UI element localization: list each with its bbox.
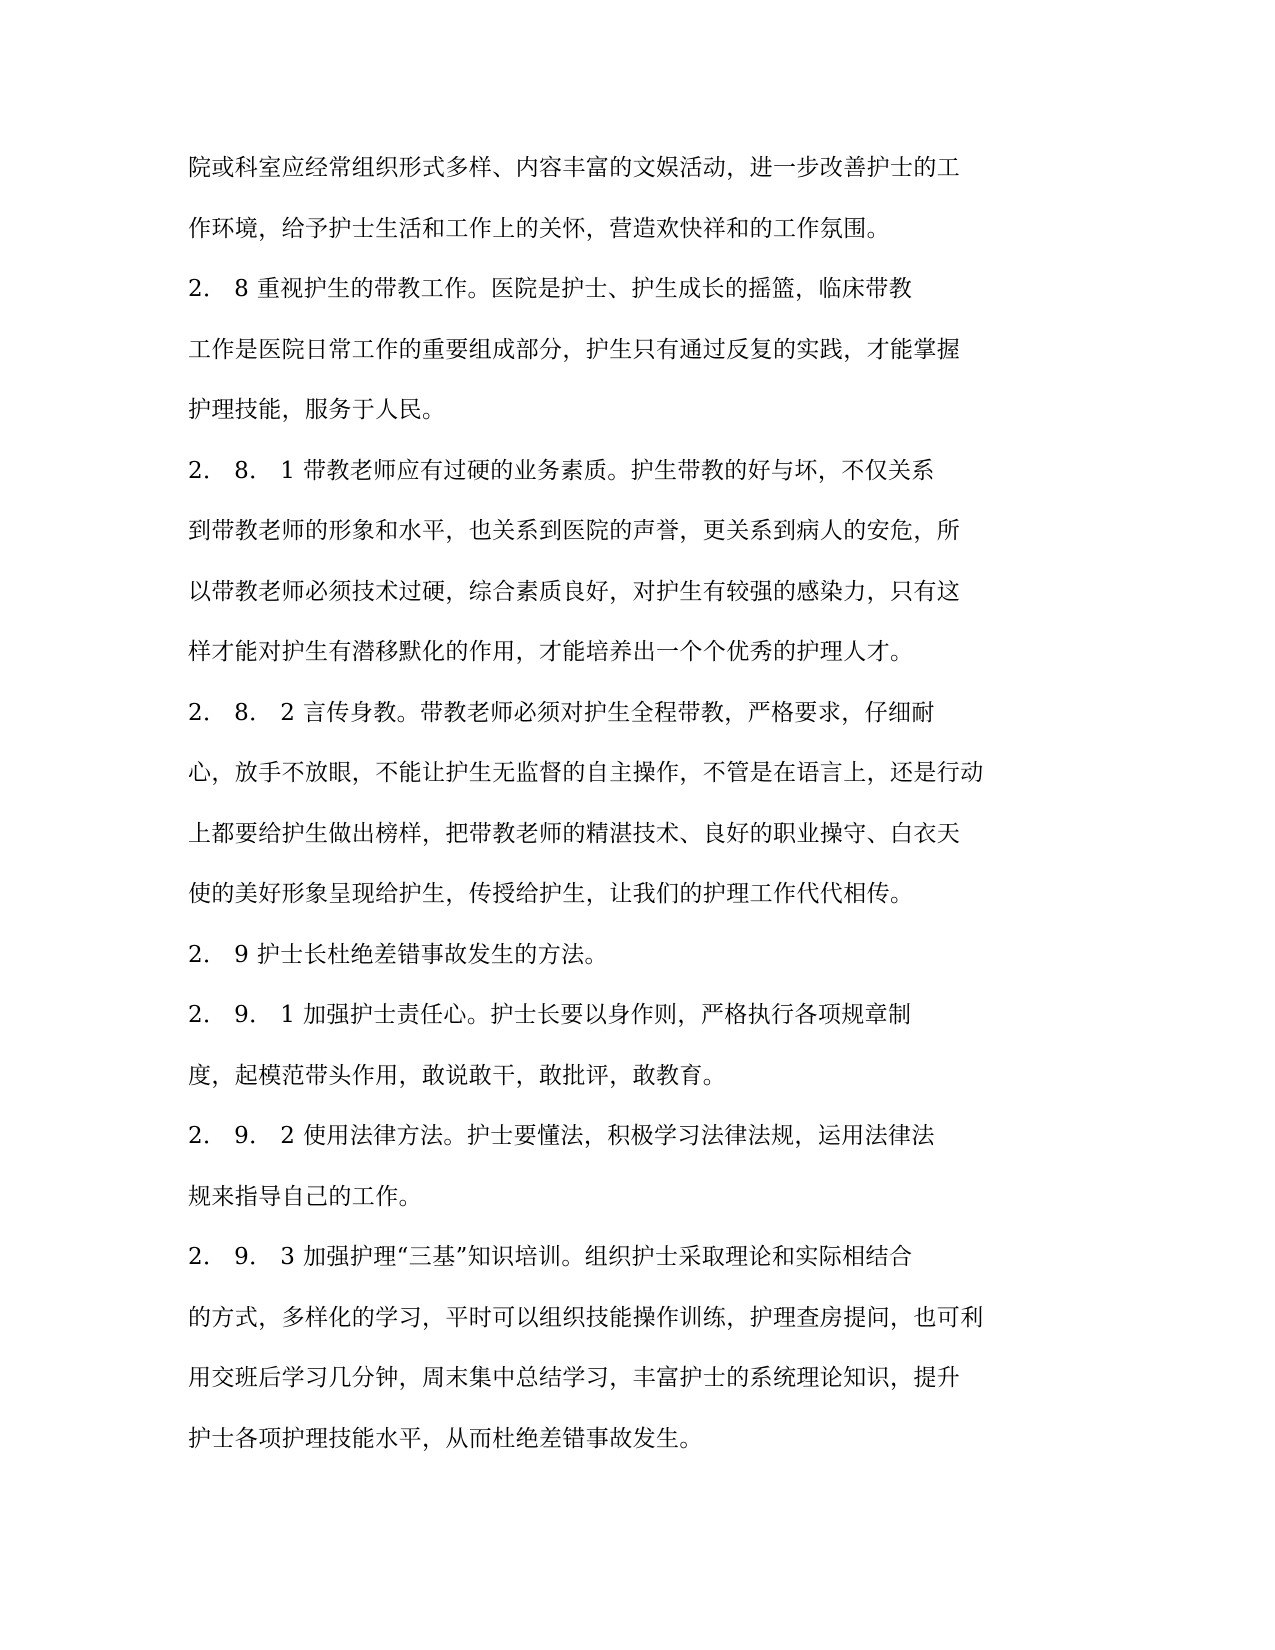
text-line: 上都要给护生做出榜样，把带教老师的精湛技术、良好的职业操守、白衣天 bbox=[188, 820, 961, 847]
text-line: 心，放手不放眼，不能让护生无监督的自主操作，不管是在语言上，还是行动 bbox=[188, 760, 984, 786]
text-line: 2． 9 护士长杜绝差错事故发生的方法。 bbox=[188, 941, 608, 968]
text-line: 的方式，多样化的学习，平时可以组织技能操作训练，护理查房提问，也可利 bbox=[188, 1304, 984, 1331]
body-text bbox=[188, 143, 1068, 1474]
text-line: 2． 8． 2 言传身教。带教老师必须对护生全程带教，严格要求，仔细耐 bbox=[188, 699, 935, 726]
text-line: 样才能对护生有潜移默化的作用，才能培养出一个个优秀的护理人才。 bbox=[188, 639, 914, 665]
text-line: 以带教老师必须技术过硬，综合素质良好，对护生有较强的感染力，只有这 bbox=[188, 578, 961, 605]
text-line: 工作是医院日常工作的重要组成部分，护生只有通过反复的实践，才能掌握 bbox=[188, 336, 961, 363]
text-line: 2． 9． 1 加强护士责任心。护士长要以身作则，严格执行各项规章制 bbox=[188, 1002, 912, 1028]
text-line: 护理技能，服务于人民。 bbox=[188, 397, 446, 423]
text-line: 院或科室应经常组织形式多样、内容丰富的文娱活动，进一步改善护士的工 bbox=[188, 155, 961, 181]
text-line: 2． 8 重视护生的带教工作。医院是护士、护生成长的摇篮，临床带教 bbox=[188, 276, 913, 302]
text-line: 使的美好形象呈现给护生，传授给护生，让我们的护理工作代代相传。 bbox=[188, 881, 914, 907]
text-line: 度，起模范带头作用，敢说敢干，敢批评，敢教育。 bbox=[188, 1062, 727, 1089]
text-line: 2． 9． 2 使用法律方法。护士要懂法，积极学习法律法规，运用法律法 bbox=[188, 1123, 935, 1149]
text-line: 2． 8． 1 带教老师应有过硬的业务素质。护生带教的好与坏，不仅关系 bbox=[188, 457, 935, 484]
text-line: 护士各项护理技能水平，从而杜绝差错事故发生。 bbox=[188, 1425, 703, 1452]
text-line: 作环境，给予护士生活和工作上的关怀，营造欢快祥和的工作氛围。 bbox=[188, 215, 890, 242]
text-line: 2． 9． 3 加强护理“三基”知识培训。组织护士采取理论和实际相结合 bbox=[188, 1244, 913, 1270]
text-line: 规来指导自己的工作。 bbox=[188, 1183, 422, 1210]
text-line: 到带教老师的形象和水平，也关系到医院的声誉，更关系到病人的安危，所 bbox=[188, 518, 961, 544]
text-line: 用交班后学习几分钟，周末集中总结学习，丰富护士的系统理论知识，提升 bbox=[188, 1365, 961, 1391]
